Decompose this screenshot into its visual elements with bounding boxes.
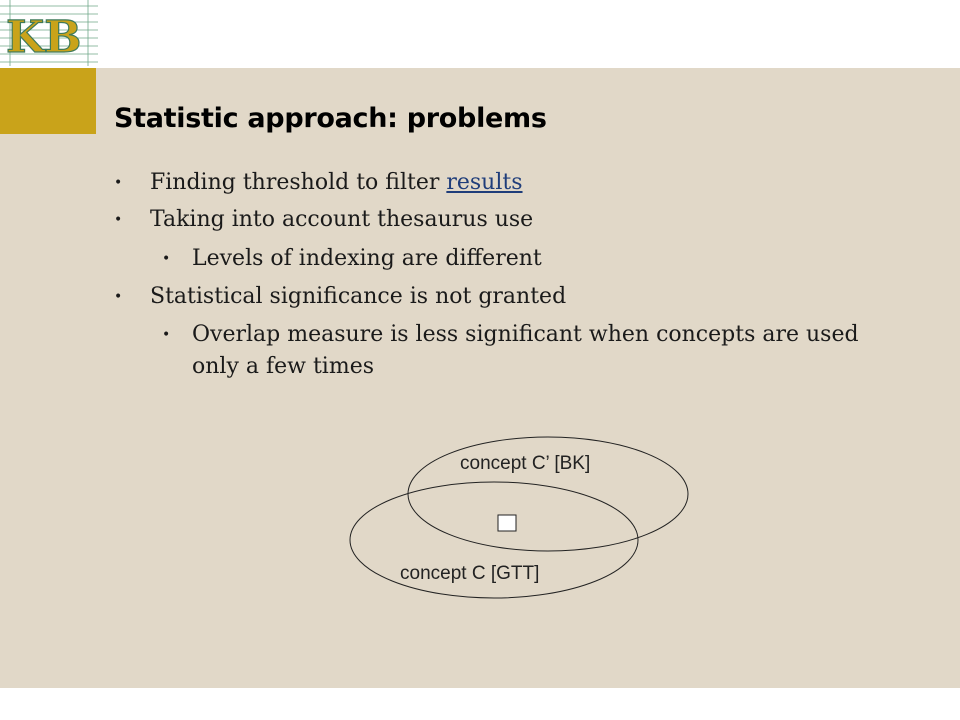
bullet-dot: • [162,251,171,267]
bullet-3-1-line2: only a few times [192,354,375,379]
bullet-2-text: Taking into account thesaurus use [150,207,534,232]
overlap-square [498,515,516,531]
label-concept-c-prime: concept C’ [BK] [460,453,591,474]
kb-logo [0,0,98,66]
bullet-2-1-text: Levels of indexing are different [192,246,542,271]
accent-block [0,68,96,134]
results-link[interactable]: results [446,170,523,195]
bullet-dot: • [114,175,123,191]
slide-title: Statistic approach: problems [114,103,547,134]
bullet-dot: • [162,327,171,343]
bullet-2-1 [162,243,542,275]
bullet-1 [114,167,523,199]
label-concept-c: concept C [GTT] [400,563,540,584]
bullet-1-text: Finding threshold to filter [150,170,447,195]
bullet-2 [114,204,534,236]
bullet-3 [114,281,567,313]
bullet-dot: • [114,212,123,228]
bullet-3-1-line1: Overlap measure is less significant when concepts are used [192,322,859,347]
bullet-3-1-continued [192,351,374,383]
overlap-diagram [340,430,700,610]
bullet-3-1 [162,319,859,351]
bullet-3-text: Statistical significance is not granted [150,284,567,309]
svg-text:KB: KB [6,12,82,63]
bullet-dot: • [114,289,123,305]
